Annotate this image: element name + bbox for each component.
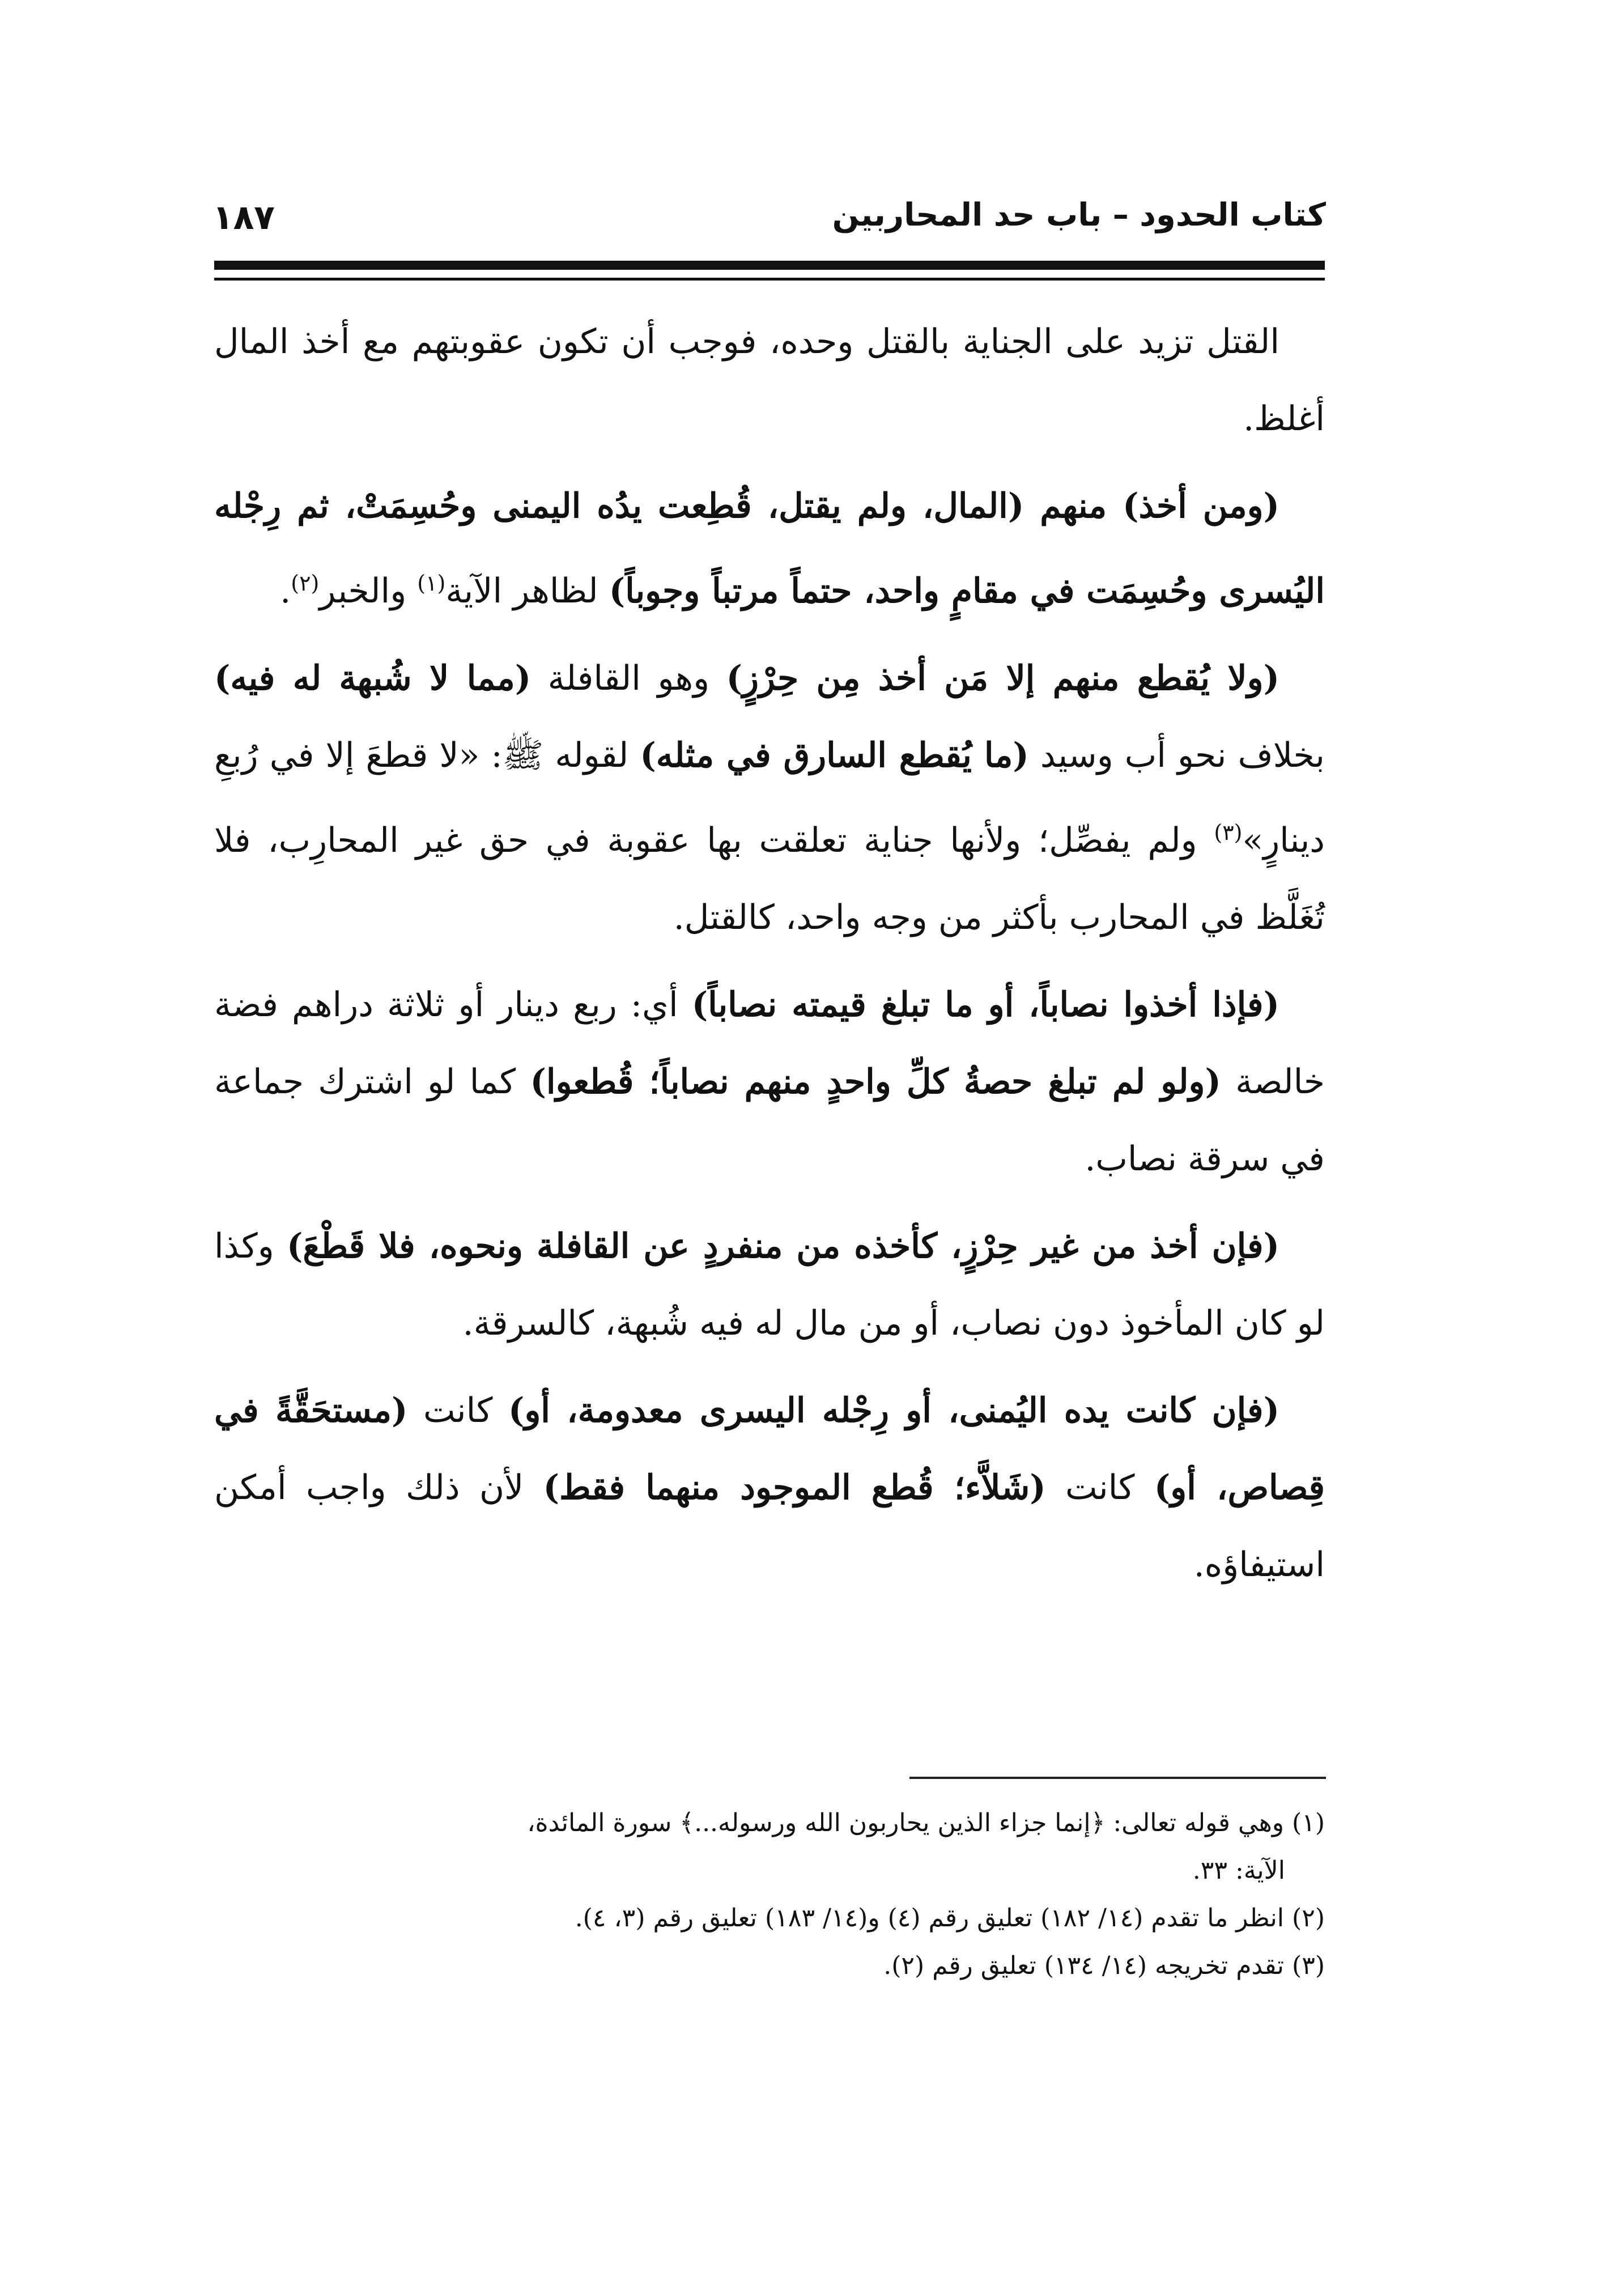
matn-text: (فإن أخذ من غير حِرْزٍ، كأخذه من منفردٍ عن القافلة ونحوه، فلا قَطْعَ) xyxy=(286,1226,1280,1266)
footnote-ref: (١) xyxy=(417,571,446,596)
header-rule-thin xyxy=(214,278,1325,281)
sharh-text: كما لو اشترك جماعة في سرقة نصاب. xyxy=(214,1062,1325,1179)
matn-text: (ما يُقطع السارق في مثله) xyxy=(640,736,1029,775)
sharh-text: أي: ربع دينار أو ثلاثة دراهم فضة خالصة xyxy=(214,985,1325,1102)
sharh-text: والخبر xyxy=(319,571,418,611)
sharh-text: وهو القافلة xyxy=(531,659,726,698)
footnote: (٣) تقدم تخريجه (١٤/ ١٣٤) تعليق رقم (٢). xyxy=(883,1951,1325,1980)
footnote: (١) وهي قوله تعالى: ﴿إنما جزاء الذين يحاربون الله ورسوله...﴾ سورة المائدة، xyxy=(527,1808,1325,1837)
header-rule-thick xyxy=(214,261,1325,270)
matn-text: (ولا يُقطع منهم إلا مَن أخذ مِن حِرْزٍ) xyxy=(726,659,1280,698)
sharh-text: لأن ذلك واجب أمكن استيفاؤه. xyxy=(214,1468,1325,1585)
paragraph xyxy=(214,1372,1325,1603)
matn-text: (شَلاَّء؛ قُطع الموجود منهما فقط) xyxy=(543,1468,1046,1508)
sharh-text: لقوله ﷺ: «لا قطعَ إلا في رُبعِ دينارٍ» xyxy=(214,736,1325,860)
paragraph xyxy=(214,1208,1325,1362)
footnote: (٢) انظر ما تقدم (١٤/ ١٨٢) تعليق رقم (٤) و(١٤/ ١٨٣) تعليق رقم (٣، ٤). xyxy=(575,1904,1325,1933)
matn-text: (فإن كانت يده اليُمنى، أو رِجْله اليسرى معدومة، أو) xyxy=(508,1391,1279,1430)
running-title: كتاب الحدود – باب حد المحاربين xyxy=(832,197,1326,233)
page-header xyxy=(212,197,1326,237)
footnotes xyxy=(214,1799,1325,1990)
footnote-ref: (٢) xyxy=(291,571,320,596)
sharh-text: وكذا لو كان المأخوذ دون نصاب، أو من مال له فيه شُبهة، كالسرقة. xyxy=(214,1226,1325,1343)
paragraph xyxy=(214,468,1325,630)
paragraph xyxy=(214,640,1325,956)
paragraph xyxy=(214,966,1325,1198)
sharh-text: كانت xyxy=(1045,1468,1154,1508)
matn-text: (ومن أخذ) منهم (المال، ولم يقتل، قُطِعت يدُه اليمنى وحُسِمَتْ، ثم رِجْله اليُسرى وحُسِمَت في مقامٍ واحد، حتماً مرتباً وجوباً) xyxy=(214,486,1325,611)
sharh-text: . xyxy=(280,571,291,611)
matn-text: (مستحَقَّةً في قِصاص، أو) xyxy=(214,1391,1325,1508)
sharh-text: كانت xyxy=(407,1391,508,1430)
page-number: ١٨٧ xyxy=(212,198,275,237)
sharh-text: لظاهر الآية xyxy=(445,571,609,611)
body-text xyxy=(214,303,1325,1613)
footnote: الآية: ٣٣. xyxy=(1192,1856,1285,1885)
paragraph xyxy=(214,303,1325,457)
matn-text: (فإذا أخذوا نصاباً، أو ما تبلغ قيمته نصاباً) xyxy=(691,985,1279,1025)
sharh-text: القتل تزيد على الجناية بالقتل وحده، فوجب أن تكون عقوبتهم مع أخذ المال أغلظ. xyxy=(214,322,1325,439)
footnote-separator xyxy=(909,1777,1326,1779)
footnote-ref: (٣) xyxy=(1214,820,1243,845)
matn-text: (مما لا شُبهة له فيه) xyxy=(214,659,532,698)
matn-text: (ولو لم تبلغ حصةُ كلِّ واحدٍ منهم نصاباً؛ قُطعوا) xyxy=(530,1062,1221,1102)
sharh-text: بخلاف نحو أب وسيد xyxy=(1028,736,1325,775)
sharh-text: ولم يفصِّل؛ ولأنها جناية تعلقت بها عقوبة في حق غير المحارِب، فلا تُغَلَّظ في المحارب بأكثر من وجه واحد، كالقتل. xyxy=(214,821,1325,937)
